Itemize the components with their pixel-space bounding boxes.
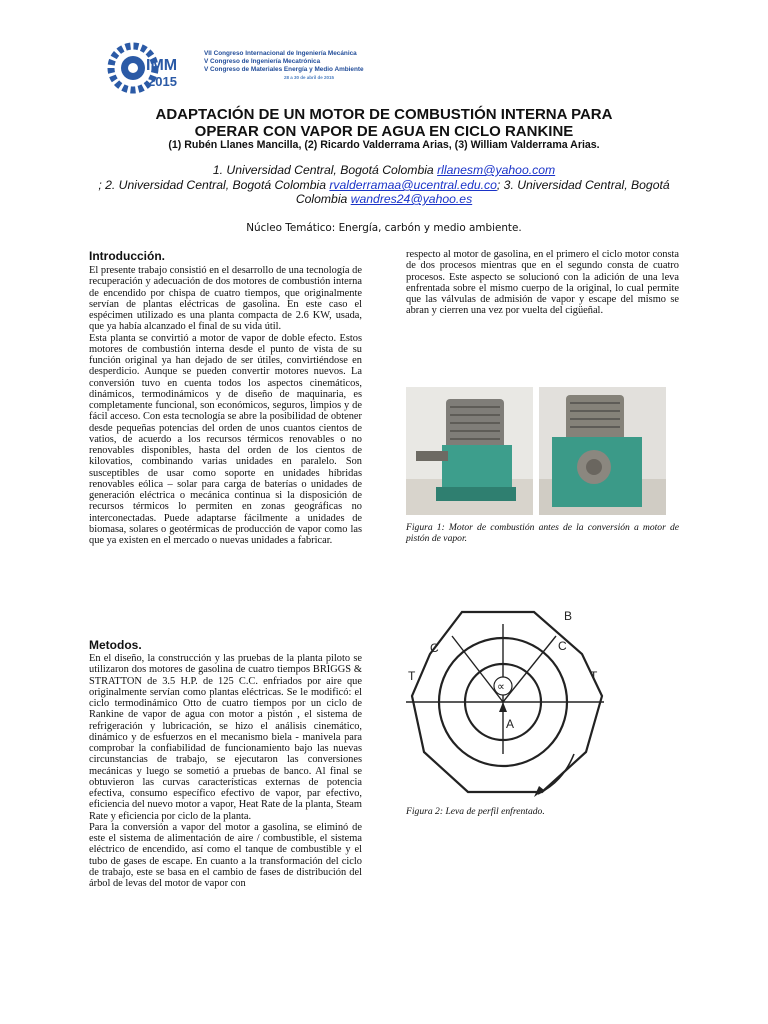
label-A: A [506,717,515,731]
authors: (1) Rubén Llanes Mancilla, (2) Ricardo Valderrama Arias, (3) William Valderrama Arias. [168,139,600,151]
engine-photo-right [539,387,666,515]
conference-line-2: V Congreso de Ingeniería Mecatrónica [204,58,321,65]
intro-paragraph-1: El presente trabajo consistió en el desarrollo de una tecnología de recuperación y adecuación de dos motores de combustión interna de encendido por chispa de cuatro tiempos, que originalmente servían de plantas eléctricas de gasolina. En este caso el espécimen utilizado es una planta compacta de 2.6 KW, usada, que ya había alcanzado el final de su vida útil. [89,265,362,333]
methods-body [89,653,362,889]
label-T-right: T [590,669,598,683]
conference-dates: 28 a 30 de abril de 2015 [284,75,335,80]
figure-1-photos [406,387,666,515]
affiliation-1 [88,163,680,177]
svg-text:IMM: IMM [146,57,178,74]
label-alpha: ∝ [497,681,505,693]
label-C-left: C [430,641,439,655]
intro-heading: Introducción. [89,249,165,263]
methods-paragraph-2: Para la conversión a vapor del motor a gasolina, se eliminó de este el sistema de alimentación de aire / combustible, el sistema eléctrico de encendido, así como el tanque de combustible y el tubo de gases de escape. En cuanto a la transformación del ciclo de trabajo, este se basa en el cambio de fases de distribución del árbol de levas del motor de vapor con [89,821,362,889]
engine-photo-left [406,387,533,515]
right-column-body [406,249,679,317]
conference-logo [103,36,199,100]
affiliation-2-3 [88,178,680,206]
right-paragraph-1: respecto al motor de gasolina, en el primero el ciclo motor consta de dos procesos mientras que en el segundo consta de cuatro procesos. Este aspecto se solucionó con la adición de una leva enfrentada sobre el mismo cuerpo de la original, lo cual permite que las válvulas de admisión de vapor y escape del mismo se abran y cierren una vez por vuelta del cigüeñal. [406,249,679,317]
figure-1-caption: Figura 1: Motor de combustión antes de la conversión a motor de pistón de vapor. [406,522,679,544]
affiliation-2-text: ; 2. Universidad Central, Bogotá Colombia [98,178,330,192]
conference-line-1: VII Congreso Internacional de Ingeniería Mecánica [204,50,357,57]
intro-paragraph-2: Esta planta se convirtió a motor de vapor de doble efecto. Estos motores de combustión interna desde el punto de vista de su función original ya han dejado de ser útiles, convirtiéndose en desperdicio. Aunque se pueden convertir motores nuevos. La conversión tuvo en cuenta todos los aspectos cinemáticos, dinámicos, termodinámicos y de diseño de maquinaria, es completamente funcional, son económicos, seguros, limpios y de fácil acceso. Con esta tecnología se abre la posibilidad de obtener desde pequeñas potencias del orden de unos cuantos cientos de vatios, de acuerdo a los recursos térmicos renovables o no renovables disponibles, hasta del orden de los cientos de kilovatios, combinando varias unidades en paralelo. Son susceptibles de usar como soporte en unidades híbridas renovables eólica – solar para carga de baterías o unidades de generación eléctrica o mecánica continua si la disposición de recursos térmicos lo permiten en zonas geográficas no interconectadas. Puede adaptarse fácilmente a unidades de biomasa, solares o geotérmicas de producción de vapor como las que ya existen en el mercado o nuevas unidades a fabricar. [89,332,362,546]
email-link-2[interactable]: rvalderramaa@ucentral.edu.co [329,178,497,192]
title-line-1: ADAPTACIÓN DE UN MOTOR DE COMBUSTIÓN INTERNA PARA [155,106,613,123]
label-C-right: C [558,639,567,653]
conference-lines [204,50,364,82]
methods-heading: Metodos. [89,638,142,652]
conference-line-3: V Congreso de Materiales Energía y Medio Ambiente [204,66,364,73]
label-B: B [564,609,573,623]
methods-paragraph-1: En el diseño, la construcción y las pruebas de la planta piloto se utilizaron dos motores de gasolina de cuatro tiempos BRIGGS & STRATTON de 3.5 H.P. de 125 C.C. enfriados por aire que originalmente servían como plantas eléctricas. Se le modificó: el ciclo termodinámico Otto de cuatro tiempos por un ciclo de Rankine de vapor de agua con motor a pistón , el sistema de refrigeración y lubricación, se hizo el análisis cinemático, dinámico y de esfuerzos en el mecanismo biela - manivela para comprobar la confiabilidad de funcionamiento bajo las nuevas circunstancias de trabajo, se ejecutaron las conversiones mecánicas y luego se sometió a pruebas de banco. Al final se obtuvieron las curvas características externas de potencia efectiva, consumo específico efectivo de vapor, par efectivo, eficiencia del nuevo motor a vapor, Heat Rate de la planta, Steam Rate y eficiencia por ciclo de la planta. [89,653,362,822]
figure-2-caption: Figura 2: Leva de perfil enfrentado. [406,806,545,817]
affiliation-1-text: 1. Universidad Central, Bogotá Colombia [212,163,438,177]
label-T-left: T [408,669,416,683]
title-line-2: OPERAR CON VAPOR DE AGUA EN CICLO RANKINE [194,123,574,140]
svg-text:2015: 2015 [148,74,177,89]
affiliation-3-text: ; 3. Universidad Central, Bogotá Colombia [295,178,670,206]
paper-title [40,106,728,140]
figure-2-cam-diagram [406,604,606,804]
email-link-3[interactable]: wandres24@yahoo.es [350,192,473,206]
email-link-1[interactable]: rllanesm@yahoo.com [437,163,556,177]
intro-body [89,265,362,546]
thematic-core: Núcleo Temático: Energía, carbón y medio ambiente. [246,222,522,234]
